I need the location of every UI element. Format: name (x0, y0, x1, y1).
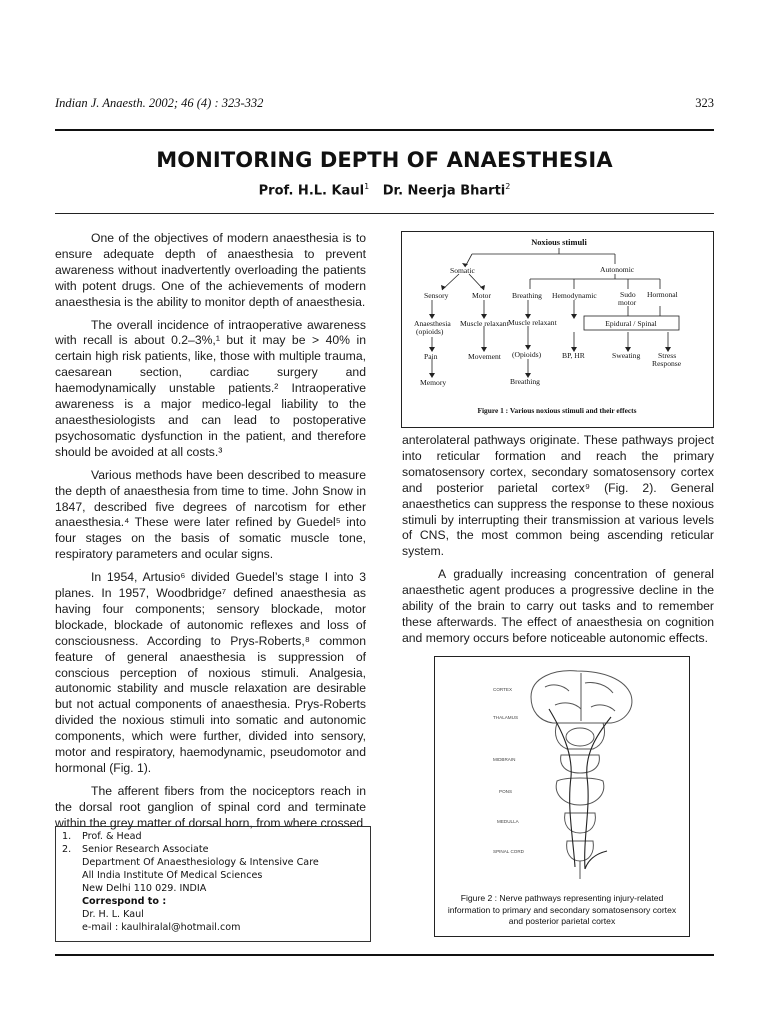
label-pons: PONS (499, 789, 513, 794)
affiliation-1: Prof. & Head (82, 831, 142, 842)
department: Department Of Anaesthesiology & Intensive Care (82, 857, 319, 868)
affiliation-footnote (55, 826, 371, 942)
paragraph: The afferent fibers from the nociceptors reach in the dorsal root ganglion of spinal cord and terminate within the grey matter of dorsal horn, from where crossed (55, 783, 366, 830)
author-2: Dr. Neerja Bharti (382, 183, 506, 199)
figure-1-caption: Figure 1 : Various noxious stimuli and their effects (477, 406, 637, 415)
node-sweating: Sweating (612, 351, 641, 360)
node-stress-response: Response (652, 359, 682, 368)
node-opioids: (opioids) (416, 327, 444, 336)
node-pain: Pain (424, 352, 438, 361)
correspondence-name: Dr. H. L. Kaul (82, 909, 144, 920)
author-1: Prof. H.L. Kaul (258, 183, 365, 199)
node-noxious-stimuli: Noxious stimuli (531, 238, 587, 247)
page-number: 323 (695, 96, 714, 110)
author-1-affiliation: 1 (364, 182, 370, 191)
paragraph: A gradually increasing concentration of general anaesthetic agent produces a progressive decline in the ability of the brain to carry out tasks and to remember these afterwards. The effect of anaesthesia on cognition and memory occurs before noticeable autonomic effects. (402, 567, 714, 645)
title-rule (55, 213, 714, 214)
paragraph: One of the objectives of modern anaesthesia is to ensure adequate depth of anaesthesia to prevent awareness without inadvertently overloading the patients with potent drugs. One of the achievements of modern anaesthesia is the ability to monitor depth of anaesthesia. (55, 231, 366, 309)
figure-2-caption (435, 893, 689, 928)
footer-rule (55, 954, 714, 956)
paragraph: In 1954, Artusio⁶ divided Guedel’s stage I into 3 planes. In 1957, Woodbridge⁷ defined anaesthesia as having four components; sensory blockade, motor blockade, blockade of autonomic reflexes and loss of consciousness. According to Prys-Roberts,⁸ common feature of general anaesthesia is suppression of conscious perception of noxious stimuli. Analgesia, autonomic stability and muscle relaxation are desirable but not actual components of anaesthesia. Prys-Roberts divided the noxious stimuli into somatic and autonomic components, which were further, divided into sensory, motor and respiratory, haemodynamic, pseudomotor and hormonal (Fig. 1). (55, 570, 366, 775)
node-breathing-2: Breathing (510, 377, 540, 386)
node-muscle-relaxant-1: Muscle relaxant (460, 319, 509, 328)
label-medulla: MEDULLA (497, 819, 519, 824)
paragraph: Various methods have been described to measure the depth of anaesthesia from time to time. John Snow in 1847, described five degrees of narcotism for ether anaesthesia.⁴ These were later refined by Guedel⁵ into four stages on the basis of somatic muscle tone, respiratory parameters and ocular signs. (55, 467, 366, 562)
node-stress: Stress (658, 351, 677, 360)
institute: All India Institute Of Medical Sciences (82, 870, 263, 881)
author-2-affiliation: 2 (505, 182, 511, 191)
node-hormonal: Hormonal (647, 290, 678, 299)
correspondence-email: e-mail : kaulhiralal@hotmail.com (82, 922, 241, 933)
label-thalamus: THALAMUS (493, 715, 519, 720)
label-cortex: CORTEX (493, 687, 513, 692)
caption-line: information to primary and secondary somatosensory cortex (447, 904, 677, 915)
node-bp-hr: BP, HR (562, 351, 585, 360)
label-midbrain: MIDBRAIN (493, 757, 516, 762)
correspondence-label: Correspond to : (82, 896, 167, 907)
author-line (55, 182, 714, 198)
node-muscle-relaxant-2: Muscle relaxant (508, 318, 557, 327)
node-memory: Memory (420, 378, 447, 387)
node-opioids-2: (Opioids) (512, 350, 542, 359)
node-autonomic: Autonomic (600, 265, 635, 274)
node-epidural-spinal: Epidural / Spinal (605, 319, 657, 328)
figure-1-diagram (402, 232, 713, 427)
footnote-number: 1. (62, 831, 72, 842)
paragraph: The overall incidence of intraoperative awareness with recall is about 0.2–3%,¹ but it may be > 40% in certain high risk patients, like, those with multiple trauma, caesarean section, cardiac surgery and haemodynamically unstable patients.² Intraoperative awareness is a major medico-legal liability to the anaesthesiologists and can lead to postoperative psychosomatic dysfunction in the patient, and therefore should be avoided at all costs.³ (55, 317, 366, 459)
node-breathing: Breathing (512, 291, 542, 300)
caption-line: and posterior parietal cortex (508, 916, 616, 926)
node-hemodynamic: Hemodynamic (552, 291, 597, 300)
node-sensory: Sensory (424, 291, 449, 300)
node-movement: Movement (468, 352, 501, 361)
label-spinal-cord: SPINAL CORD (493, 849, 524, 854)
header-rule (55, 129, 714, 131)
figure-1 (401, 231, 714, 428)
paragraph: anterolateral pathways originate. These pathways project into reticular formation and reach the primary somatosensory cortex, secondary somatosensory cortex and posterior parietal cortex⁹ (Fig. 2). General anaesthetics can suppress the response to these noxious stimuli by interrupting their transmission at various levels of CNS, the most common being ascending reticular system. (402, 433, 714, 559)
node-sudo-motor: motor (618, 298, 637, 307)
node-sudo: Sudo (620, 290, 636, 299)
figure-2 (434, 656, 690, 937)
right-column (402, 433, 714, 643)
node-motor: Motor (472, 291, 491, 300)
article-title: MONITORING DEPTH OF ANAESTHESIA (156, 148, 613, 172)
node-anaesthesia: Anaesthesia (414, 319, 451, 328)
city: New Delhi 110 029. INDIA (82, 883, 207, 894)
node-somatic: Somatic (450, 266, 475, 275)
left-column (55, 231, 366, 830)
footnote-number: 2. (62, 844, 72, 855)
affiliation-2: Senior Research Associate (82, 844, 209, 855)
caption-line: Figure 2 : Nerve pathways representing injury-related (460, 893, 664, 903)
figure-2-brain-illustration (435, 657, 689, 887)
journal-reference: Indian J. Anaesth. 2002; 46 (4) : 323-332 (55, 96, 264, 110)
